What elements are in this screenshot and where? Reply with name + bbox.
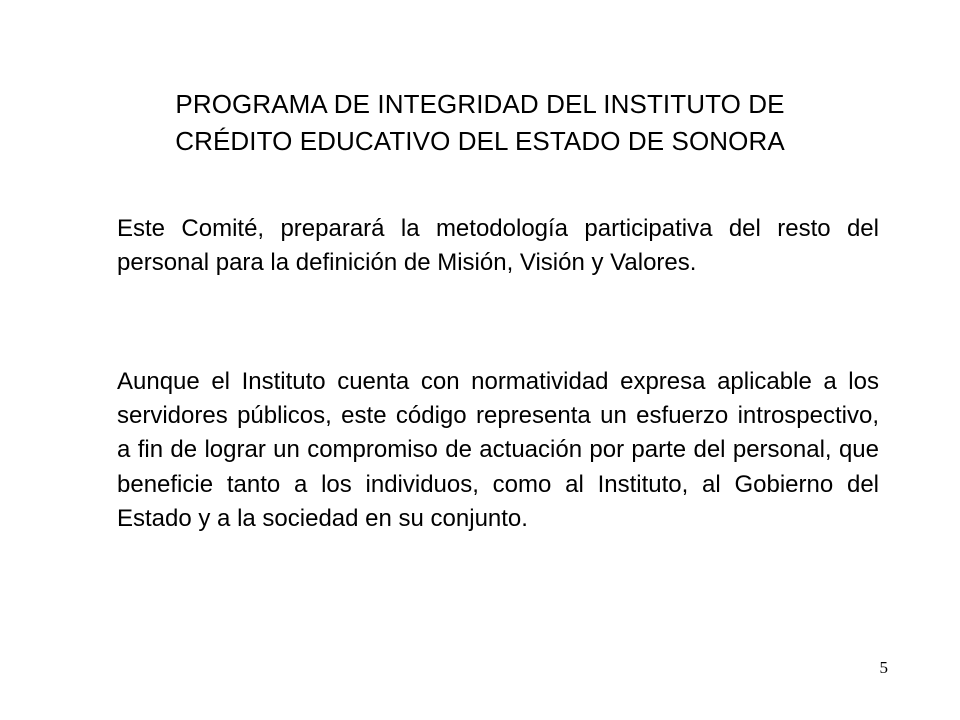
body-paragraph-1: Este Comité, preparará la metodología participativa del resto del personal para la definición de Misión, Visión y Valores. (117, 215, 879, 277)
page-number: 5 (879, 658, 888, 677)
title-line-1: PROGRAMA DE INTEGRIDAD DEL INSTITUTO DE (175, 89, 785, 119)
body-paragraph-2: Aunque el Instituto cuenta con normatividad expresa aplicable a los servidores públicos, este código representa un esfuerzo introspectivo, a fin de lograr un compromiso de actuación por parte del personal, que beneficie tanto a los individuos, como al Instituto, al Gobierno del Estado y a la sociedad en su conjunto. (117, 368, 879, 532)
title-line-2: CRÉDITO EDUCATIVO DEL ESTADO DE SONORA (175, 126, 785, 156)
document-title (90, 86, 870, 160)
